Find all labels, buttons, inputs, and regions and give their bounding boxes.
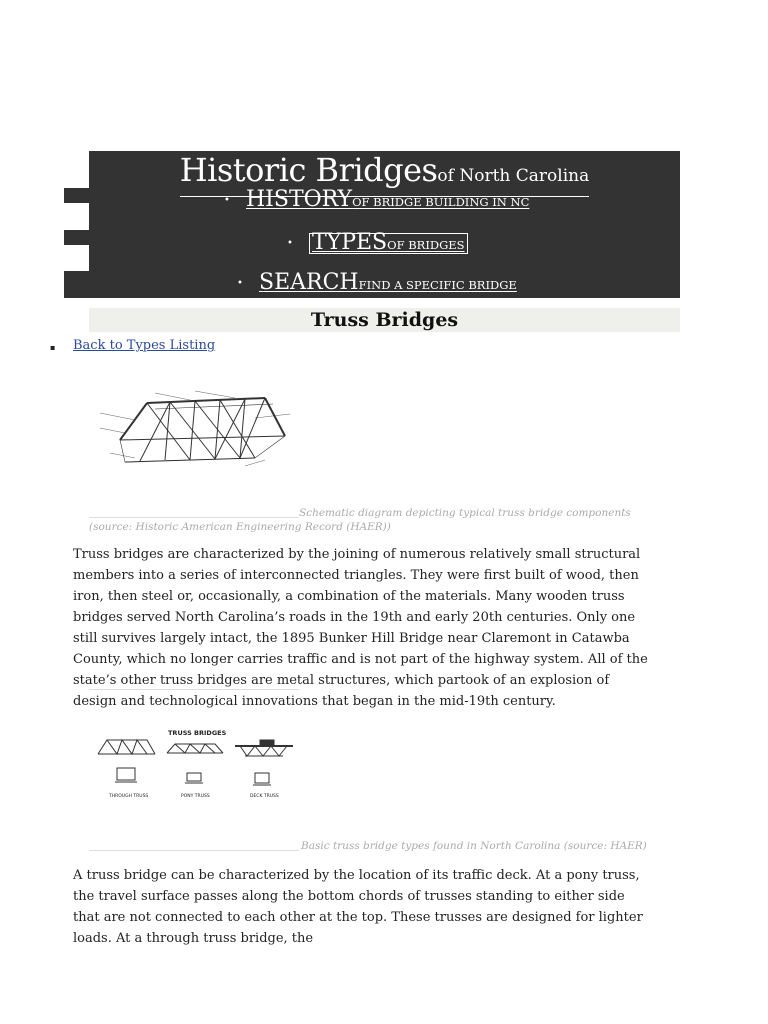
figure1-caption: Schematic diagram depicting typical truss bridge components (source: Historic American Engineering Record (HAER)) [89, 507, 631, 533]
banner-tab [64, 230, 90, 245]
nav-item-search[interactable] [237, 270, 517, 295]
nav-bullet: • [237, 278, 243, 289]
nav-bullet: • [224, 195, 230, 206]
site-title-main: Historic Bridges [179, 151, 438, 189]
nav-bullet: • [287, 238, 293, 249]
nav-search-sub: FIND A SPECIFIC BRIDGE [358, 278, 517, 292]
pony-truss-label: PONY TRUSS [181, 794, 210, 799]
section-header [89, 308, 680, 332]
deck-truss-label: DECK TRUSS [250, 794, 279, 799]
nav-types-sub: OF BRIDGES [387, 238, 465, 252]
section-title: Truss Bridges [310, 309, 459, 331]
truss-types-image[interactable] [95, 726, 300, 802]
paragraph-truss-types: A truss bridge can be characterized by the location of its traffic deck. At a pony truss, the travel surface passes along the bottom chords of trusses standing to either side that are not connected to each other at the top. These trusses are designed for lighter loads. At a through truss bridge, the [73, 868, 643, 946]
paragraph-intro: Truss bridges are characterized by the joining of numerous relatively small structural members into a series of interconnected triangles. They were first built of wood, then iron, then steel or, occasionally, a combination of the materials. Many wooden truss bridges served North Carolina’s roads in the 19th and early 20th centuries. Only one still survives largely intact, the 1895 Bunker Hill Bridge near Claremont in Catawba County, which no longer carries traffic and is not part of the highway system. All of the state’s other truss bridges are metal structures, which partook of an explosion of design and technological innovations that began in the mid-19th century. [73, 547, 648, 709]
back-to-types-link[interactable]: Back to Types Listing [73, 338, 216, 353]
nav-item-history[interactable] [224, 187, 529, 212]
truss-types-heading: TRUSS BRIDGES [168, 729, 227, 737]
site-title-sub: of North Carolina [437, 166, 590, 186]
text-rule [89, 689, 299, 690]
list-bullet: ▪ [50, 343, 56, 352]
truss-schematic-image[interactable] [95, 388, 300, 473]
nav-history-label: HISTORY [246, 187, 353, 212]
through-truss-label: THROUGH TRUSS [109, 794, 149, 799]
banner-tab [64, 188, 90, 203]
nav-types-label: TYPES [312, 230, 388, 255]
nav-item-types[interactable] [287, 230, 468, 255]
figure2-caption: Basic truss bridge types found in North Carolina (source: HAER) [301, 840, 647, 852]
nav-search-label: SEARCH [259, 270, 359, 295]
banner-tab [64, 271, 90, 298]
caption-rule [89, 850, 299, 851]
nav-history-sub: OF BRIDGE BUILDING IN NC [352, 195, 530, 209]
